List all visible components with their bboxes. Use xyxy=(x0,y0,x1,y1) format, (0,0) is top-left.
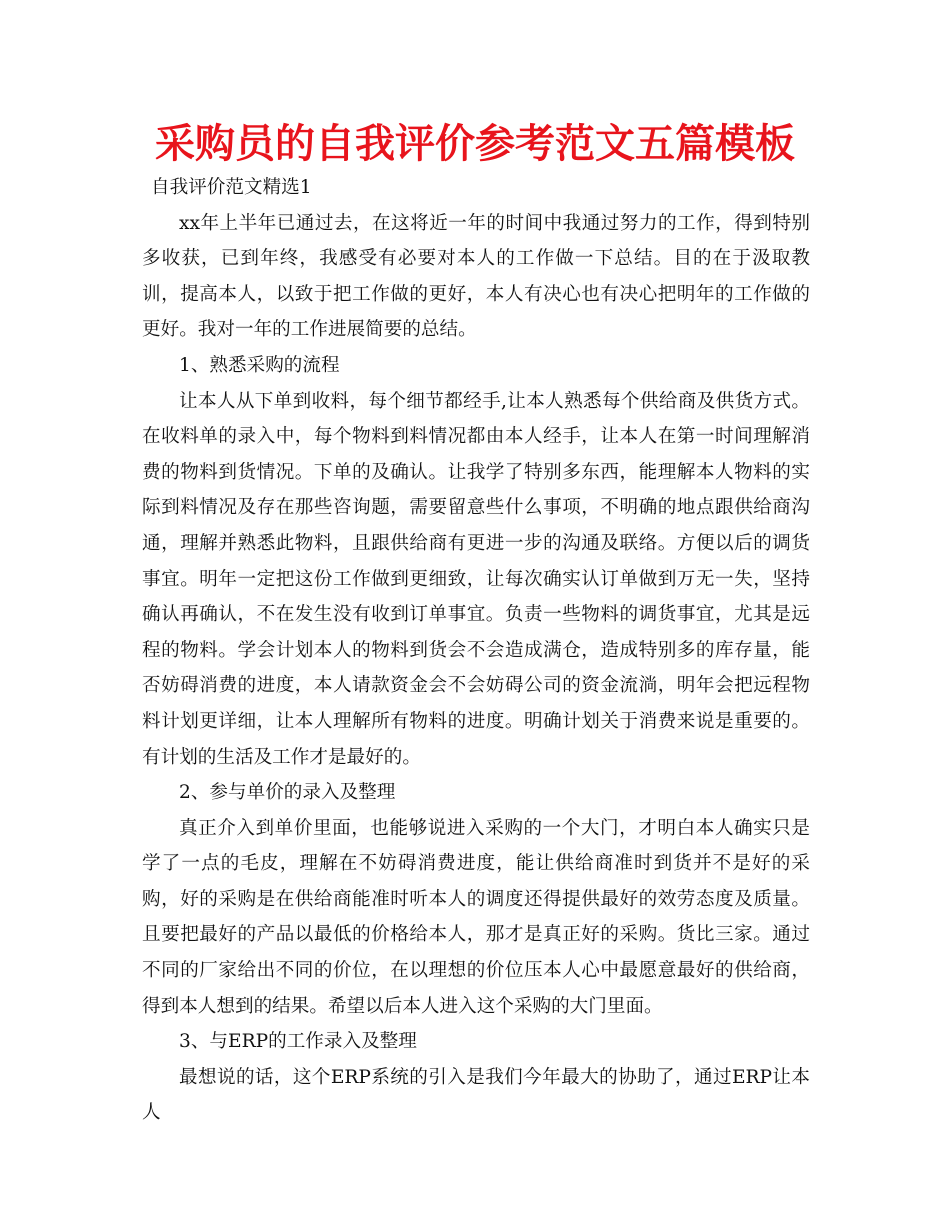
section-subtitle: 自我评价范文精选1 xyxy=(151,177,312,198)
paragraph-section-2: 真正介入到单价里面，也能够说进入采购的一个大门，才明白本人确实只是学了一点的毛皮，理解在不妨碍消费进度，能让供给商准时到货并不是好的采购，好的采购是在供给商能准时听本人的调度还得提供最好的效劳态度及质量。且要把最好的产品以最低的价格给本人，那才是真正好的采购。货比三家。通过不同的厂家给出不同的价位，在以理想的价位压本人心中最愿意最好的供给商，得到本人想到的结果。希望以后本人进入这个采购的大门里面。 xyxy=(142,817,810,1017)
section-heading-2: 2、参与单价的录入及整理 xyxy=(179,782,396,804)
document-title: 采购员的自我评价参考范文五篇模板 xyxy=(155,121,795,167)
section-heading-1: 1、熟悉采购的流程 xyxy=(179,354,340,376)
section-heading-3: 3、与ERP的工作录入及整理 xyxy=(179,1031,417,1053)
paragraph-intro: xx年上半年已通过去，在这将近一年的时间中我通过努力的工作，得到特别多收获，已到年终，我感受有必要对本人的工作做一下总结。目的在于汲取教训，提高本人，以致于把工作做的更好，本人有决心也有决心把明年的工作做的更好。我对一年的工作进展简要的总结。 xyxy=(142,212,810,341)
paragraph-section-3: 最想说的话，这个ERP系统的引入是我们今年最大的协助了，通过ERP让本人 xyxy=(142,1066,810,1124)
paragraph-section-1: 让本人从下单到收料，每个细节都经手,让本人熟悉每个供给商及供货方式。在收料单的录入中，每个物料到料情况都由本人经手，让本人在第一时间理解消费的物料到货情况。下单的及确认。让我学了特别多东西，能理解本人物料的实际到料情况及存在那些咨询题，需要留意些什么事项，不明确的地点跟供给商沟通，理解并熟悉此物料，且跟供给商有更进一步的沟通及联络。方便以后的调货事宜。明年一定把这份工作做到更细致，让每次确实认订单做到万无一失，坚持确认再确认，不在发生没有收到订单事宜。负责一些物料的调货事宜，尤其是远程的物料。学会计划本人的物料到货会不会造成满仓，造成特别多的库存量，能否妨碍消费的进度，本人请款资金会不会妨碍公司的资金流淌，明年会把远程物料计划更详细，让本人理解所有物料的进度。明确计划关于消费来说是重要的。有计划的生活及工作才是最好的。 xyxy=(142,390,810,768)
document-body xyxy=(142,170,810,1131)
